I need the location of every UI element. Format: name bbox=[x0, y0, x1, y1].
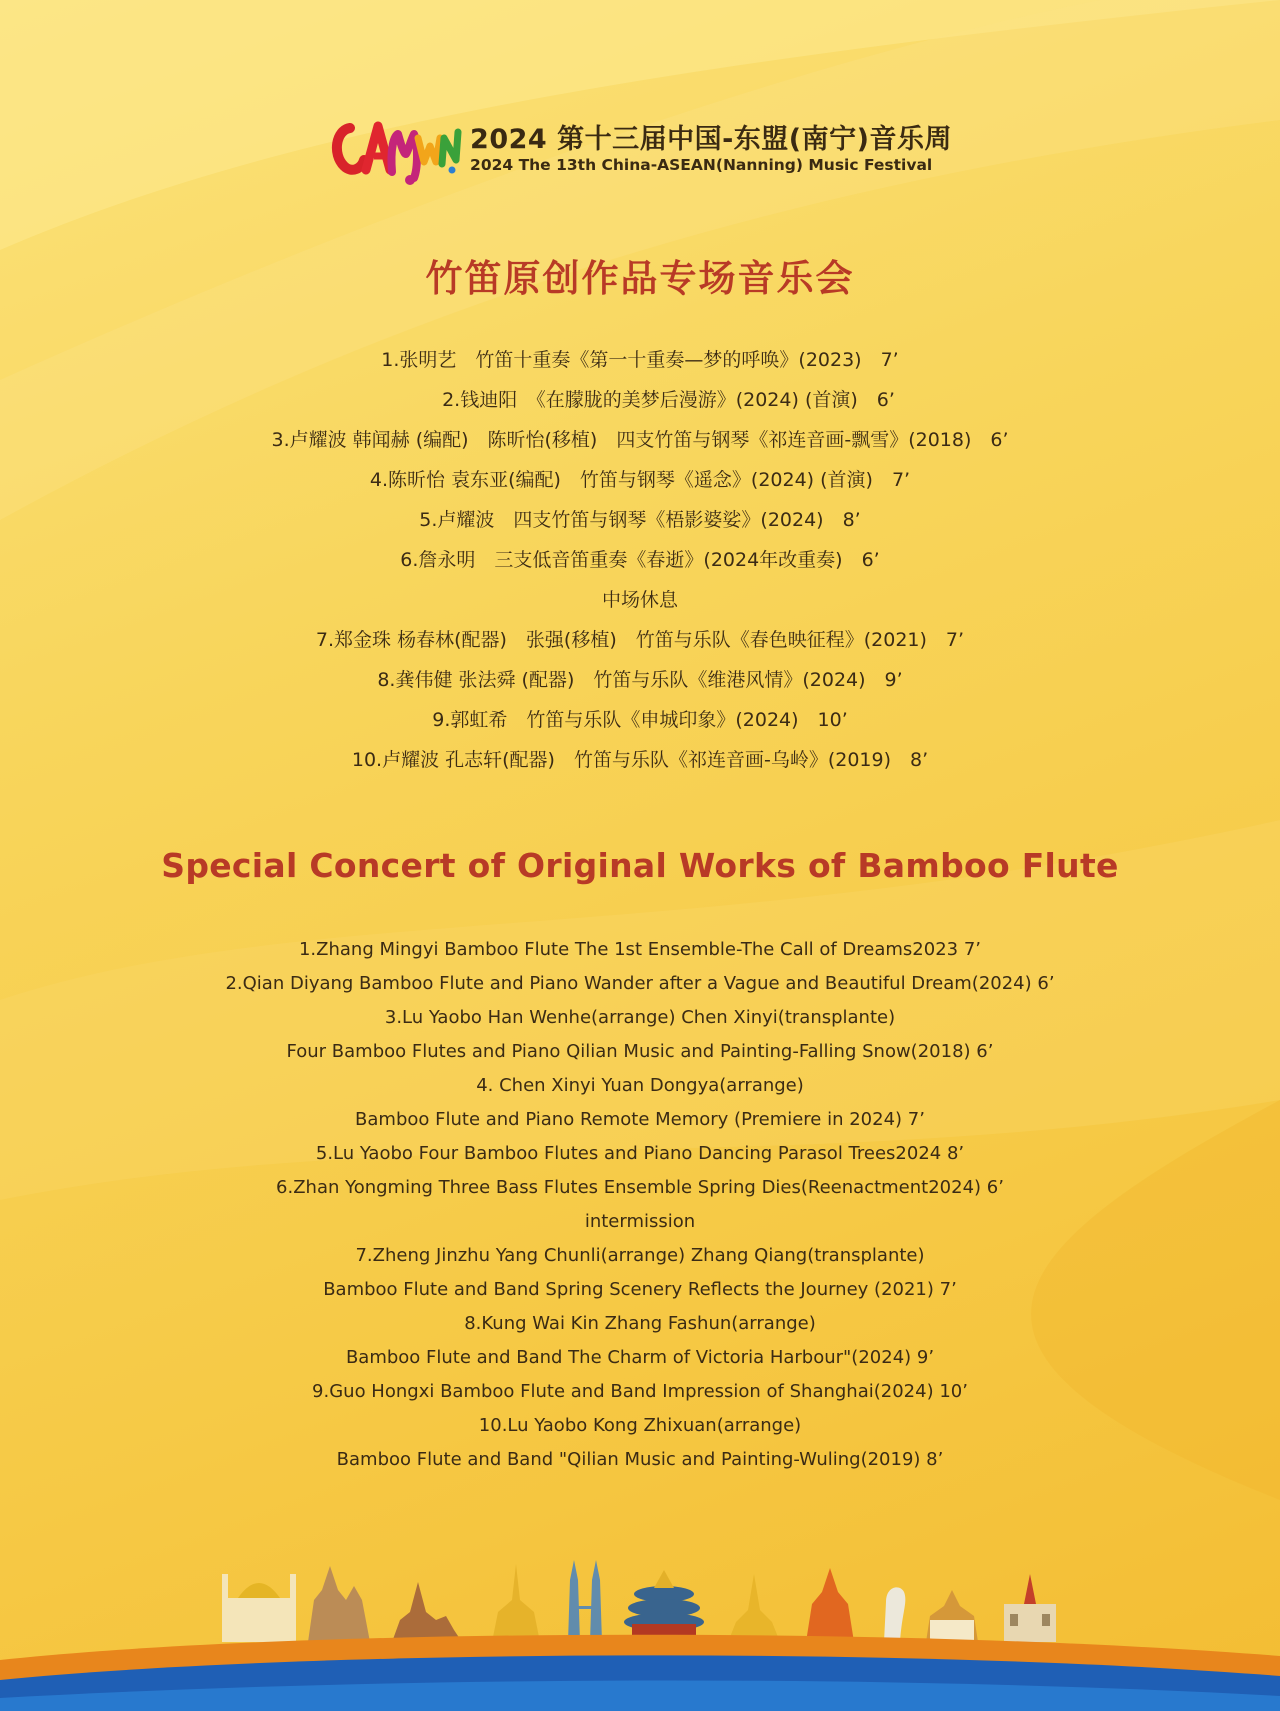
program-item-en: 6.Zhan Yongming Three Bass Flutes Ensemble Spring Dies(Reenactment2024) 6’ bbox=[276, 1177, 1004, 1198]
program-item-cn: 2.钱迪阳 《在朦胧的美梦后漫游》(2024) (首演) 6’ bbox=[385, 389, 895, 411]
program-item-en: 4. Chen Xinyi Yuan Dongya(arrange) bbox=[476, 1075, 804, 1096]
program-item-en: 10.Lu Yaobo Kong Zhixuan(arrange) bbox=[478, 1415, 802, 1436]
concert-title-en: Special Concert of Original Works of Bamboo Flute bbox=[161, 846, 1119, 885]
asean-landmarks-skyline-icon bbox=[0, 1530, 1280, 1711]
program-item-en: Bamboo Flute and Band Spring Scenery Reflects the Journey (2021) 7’ bbox=[323, 1279, 957, 1300]
program-item-en: 1.Zhang Mingyi Bamboo Flute The 1st Ensemble-The Call of Dreams2023 7’ bbox=[298, 939, 982, 960]
program-item-cn: 8.龚伟健 张法舜 (配器) 竹笛与乐队《维港风情》(2024) 9’ bbox=[377, 669, 903, 691]
program-item-en: 3.Lu Yaobo Han Wenhe(arrange) Chen Xinyi(transplante) bbox=[384, 1007, 896, 1028]
concert-title-cn: 竹笛原创作品专场音乐会 bbox=[425, 257, 855, 300]
festival-title-cn: 2024 第十三届中国-东盟(南宁)音乐周 bbox=[470, 124, 952, 156]
program-item-cn: 10.卢耀波 孔志轩(配器) 竹笛与乐队《祁连音画-乌岭》(2019) 8’ bbox=[351, 749, 929, 771]
program-item-cn: 5.卢耀波 四支竹笛与钢琴《梧影婆娑》(2024) 8’ bbox=[419, 509, 861, 531]
camwn-logo-icon bbox=[328, 108, 464, 192]
intermission-en: intermission bbox=[584, 1211, 696, 1232]
program-list-cn bbox=[0, 340, 1280, 780]
program-item-cn: 7.郑金珠 杨春林(配器) 张强(移植) 竹笛与乐队《春色映征程》(2021) 7’ bbox=[315, 629, 965, 651]
program-item-cn: 4.陈昕怡 袁东亚(编配) 竹笛与钢琴《遥念》(2024) (首演) 7’ bbox=[369, 469, 911, 491]
program-item-cn: 1.张明艺 竹笛十重奏《第一十重奏—梦的呼唤》(2023) 7’ bbox=[381, 349, 899, 371]
program-item-cn: 6.詹永明 三支低音笛重奏《春逝》(2024年改重奏) 6’ bbox=[400, 549, 880, 571]
program-item-en: 8.Kung Wai Kin Zhang Fashun(arrange) bbox=[464, 1313, 816, 1334]
program-item-cn: 3.卢耀波 韩闻赫 (编配) 陈昕怡(移植) 四支竹笛与钢琴《祁连音画-飘雪》(2018) 6’ bbox=[271, 429, 1009, 451]
program-item-en: Four Bamboo Flutes and Piano Qilian Music and Painting-Falling Snow(2018) 6’ bbox=[286, 1041, 994, 1062]
program-list-en bbox=[0, 933, 1280, 1477]
intermission-cn: 中场休息 bbox=[601, 589, 678, 611]
program-item-en: Bamboo Flute and Piano Remote Memory (Premiere in 2024) 7’ bbox=[355, 1109, 925, 1130]
program-item-en: 9.Guo Hongxi Bamboo Flute and Band Impression of Shanghai(2024) 10’ bbox=[312, 1381, 968, 1402]
program-item-en: 2.Qian Diyang Bamboo Flute and Piano Wander after a Vague and Beautiful Dream(2024) 6’ bbox=[225, 973, 1055, 994]
festival-header bbox=[0, 108, 1280, 192]
festival-title-en: 2024 The 13th China-ASEAN(Nanning) Music Festival bbox=[470, 155, 933, 174]
program-item-en: 5.Lu Yaobo Four Bamboo Flutes and Piano Dancing Parasol Trees2024 8’ bbox=[315, 1143, 965, 1164]
program-item-en: Bamboo Flute and Band The Charm of Victoria Harbour"(2024) 9’ bbox=[345, 1347, 935, 1368]
program-item-en: Bamboo Flute and Band "Qilian Music and Painting-Wuling(2019) 8’ bbox=[336, 1449, 944, 1470]
program-item-en: 7.Zheng Jinzhu Yang Chunli(arrange) Zhang Qiang(transplante) bbox=[355, 1245, 925, 1266]
program-item-cn: 9.郭虹希 竹笛与乐队《申城印象》(2024) 10’ bbox=[432, 709, 848, 731]
